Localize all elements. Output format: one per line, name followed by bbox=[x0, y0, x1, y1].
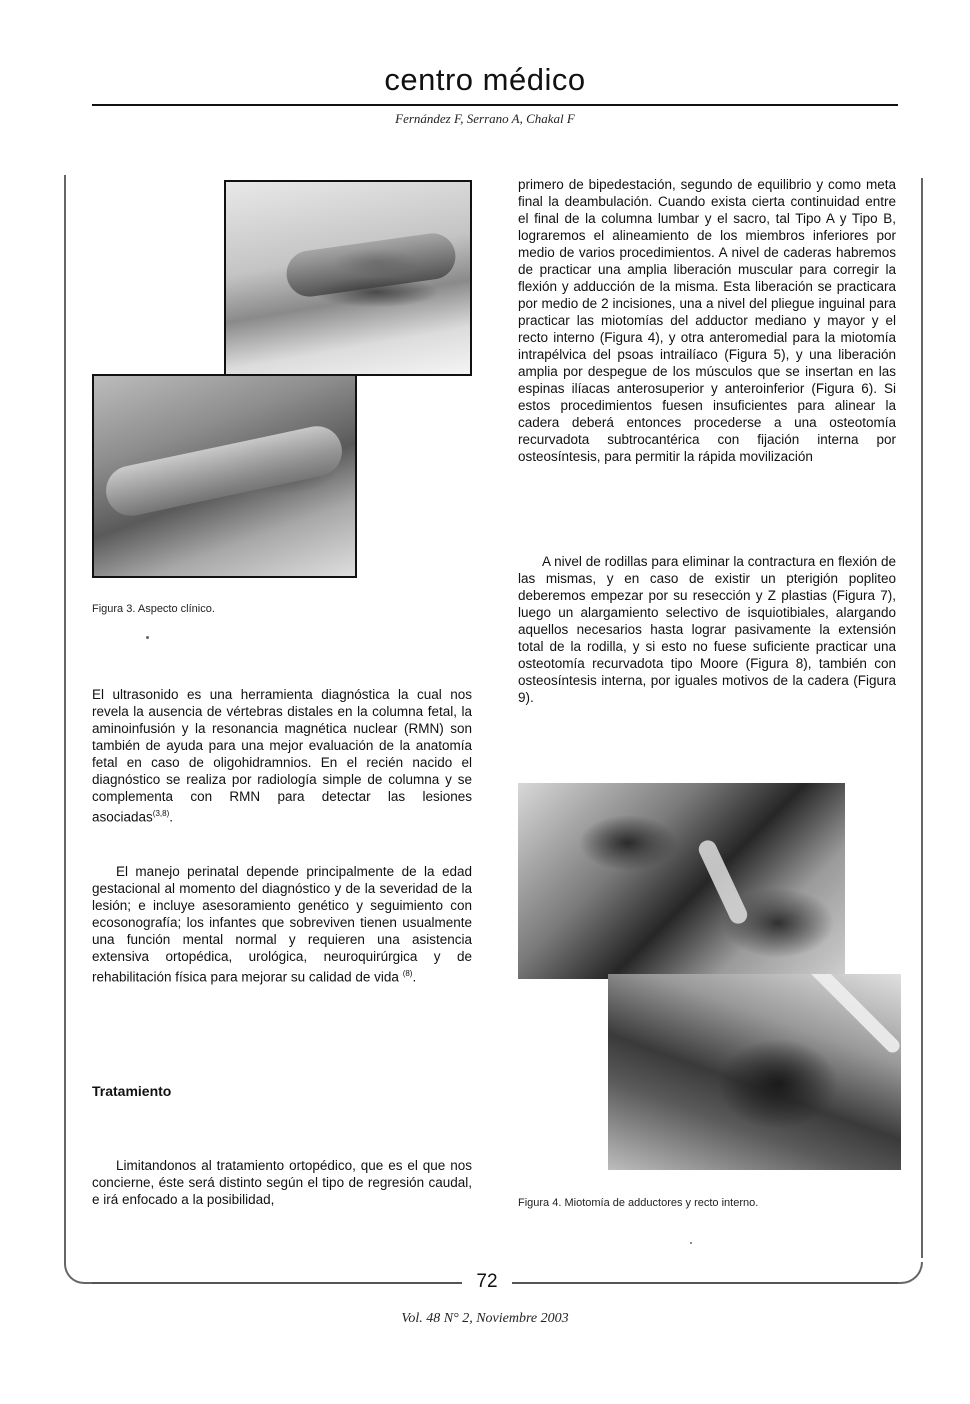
right-paragraph-1: primero de bipedestación, segundo de equilibrio y como meta final la deambulación. Cuando exista cierta continuidad entre el final de la columna lumbar y el sacro, tal Tipo A y Tipo B, lograremos el alineamiento de los miembros inferiores por medio de varios procedimientos. A nivel de caderas habremos de practicar una amplia liberación muscular para corregir la flexión y adducción de la misma. Esta liberación se practicara por medio de 2 incisiones, una a nivel del pliegue inguinal para practicar las miotomías del adductor mediano y mayor y el recto interno (Figura 4), y otra anteromedial para la miotomía intrapélvica del psoas intrailíaco (Figura 5), y una liberación amplia por despegue de los músculos que se insertan en las espinas ilíacas anterosuperior y anteroinferior (Figura 6). Si estos procedimientos fuesen insuficientes para alinear la cadera deberá entonces procederse a una osteotomía recurvadota subtrocantérica con fijación interna por osteosíntesis, para permitir la rápida movilización bbox=[518, 177, 896, 464]
frame-corner-right bbox=[896, 1262, 923, 1284]
left-paragraph-2: El manejo perinatal depende principalmente de la edad gestacional al momento del diagnóstico y de la severidad de la lesión; e incluye asesoramiento genético y seguimiento con ecosonografía; los infantes que sobreviven tienen usualmente una función mental normal y requieren una asistencia extensiva ortopédica, urológica, neuroquirúrgica y de rehabilitación física para mejorar su calidad de vida $^{(8)}$. bbox=[92, 864, 472, 985]
figure-4-photo-lower bbox=[608, 974, 901, 1170]
frame-corner-left bbox=[64, 1264, 94, 1284]
page-number: 72 bbox=[476, 1271, 498, 1292]
left-paragraph-2-text: El manejo perinatal depende principalmente de la edad gestacional al momento del diagnóstico y de la severidad de la lesión; e incluye asesoramiento genético y seguimiento con ecosonografía; los infantes que sobreviven tienen usualmente una función mental normal y requieren una asistencia extensiva ortopédica, urológica, neuroquirúrgica y de rehabilitación física para mejorar su calidad de vida bbox=[92, 864, 472, 985]
footer-rule-right bbox=[512, 1282, 898, 1284]
print-speck bbox=[146, 636, 149, 639]
left-paragraph-1: El ultrasonido es una herramienta diagnóstica la cual nos revela la ausencia de vértebras distales en la columna fetal, la aminoinfusión y la resonancia magnética nuclear (RMN) son también de ayuda para una mejor evaluación de la anatomía fetal en caso de oligohidramnios. En el recién nacido el diagnóstico se realiza por radiología simple de columna y se complementa con RMN para detectar las lesiones asociadas$^{(3,8)}$. bbox=[92, 687, 472, 825]
left-paragraph-1-text: El ultrasonido es una herramienta diagnóstica la cual nos revela la ausencia de vértebras distales en la columna fetal, la aminoinfusión y la resonancia magnética nuclear (RMN) son también de ayuda para una mejor evaluación de la anatomía fetal en caso de oligohidramnios. En el recién nacido el diagnóstico se realiza por radiología simple de columna y se complementa con RMN para detectar las lesiones asociadas bbox=[92, 687, 472, 825]
footer-rule-left bbox=[92, 1282, 462, 1284]
volume-issue-line: Vol. 48 N° 2, Noviembre 2003 bbox=[401, 1311, 569, 1326]
journal-title: centro médico bbox=[384, 62, 586, 97]
right-paragraph-2: A nivel de rodillas para eliminar la contractura en flexión de las mismas, y en caso de existir un pterigión popliteo deberemos empezar por su resección y Z plastias (Figura 7), luego un alargamiento selectivo de isquiotibiales, alargando aquellos necesarios hasta lograr pasivamente la extensión total de la rodilla, y si esto no fuese suficiente practicar una osteotomía recurvadota tipo Moore (Figura 8), también con osteosíntesis interna, por iguales motivos de la cadera (Figura 9). bbox=[518, 554, 896, 705]
figure-3-photo-upper bbox=[224, 180, 472, 376]
frame-right-line bbox=[921, 178, 923, 1258]
print-speck bbox=[690, 1242, 692, 1244]
authors-line: Fernández F, Serrano A, Chakal F bbox=[395, 111, 575, 126]
frame-left-line bbox=[64, 175, 66, 1265]
reference-superscript: (8) bbox=[402, 969, 413, 978]
section-heading-tratamiento: Tratamiento bbox=[92, 1083, 172, 1099]
reference-superscript: (3,8) bbox=[152, 809, 170, 818]
figure-4-caption: Figura 4. Miotomía de adductores y recto interno. bbox=[518, 1197, 759, 1209]
header-rule bbox=[92, 104, 898, 106]
figure-4-photo-upper bbox=[518, 783, 845, 979]
left-paragraph-3: Limitandonos al tratamiento ortopédico, que es el que nos concierne, éste será distinto según el tipo de regresión caudal, e irá enfocado a la posibilidad, bbox=[92, 1158, 472, 1207]
figure-3-caption: Figura 3. Aspecto clínico. bbox=[92, 603, 215, 615]
figure-3-photo-lower bbox=[92, 374, 357, 578]
